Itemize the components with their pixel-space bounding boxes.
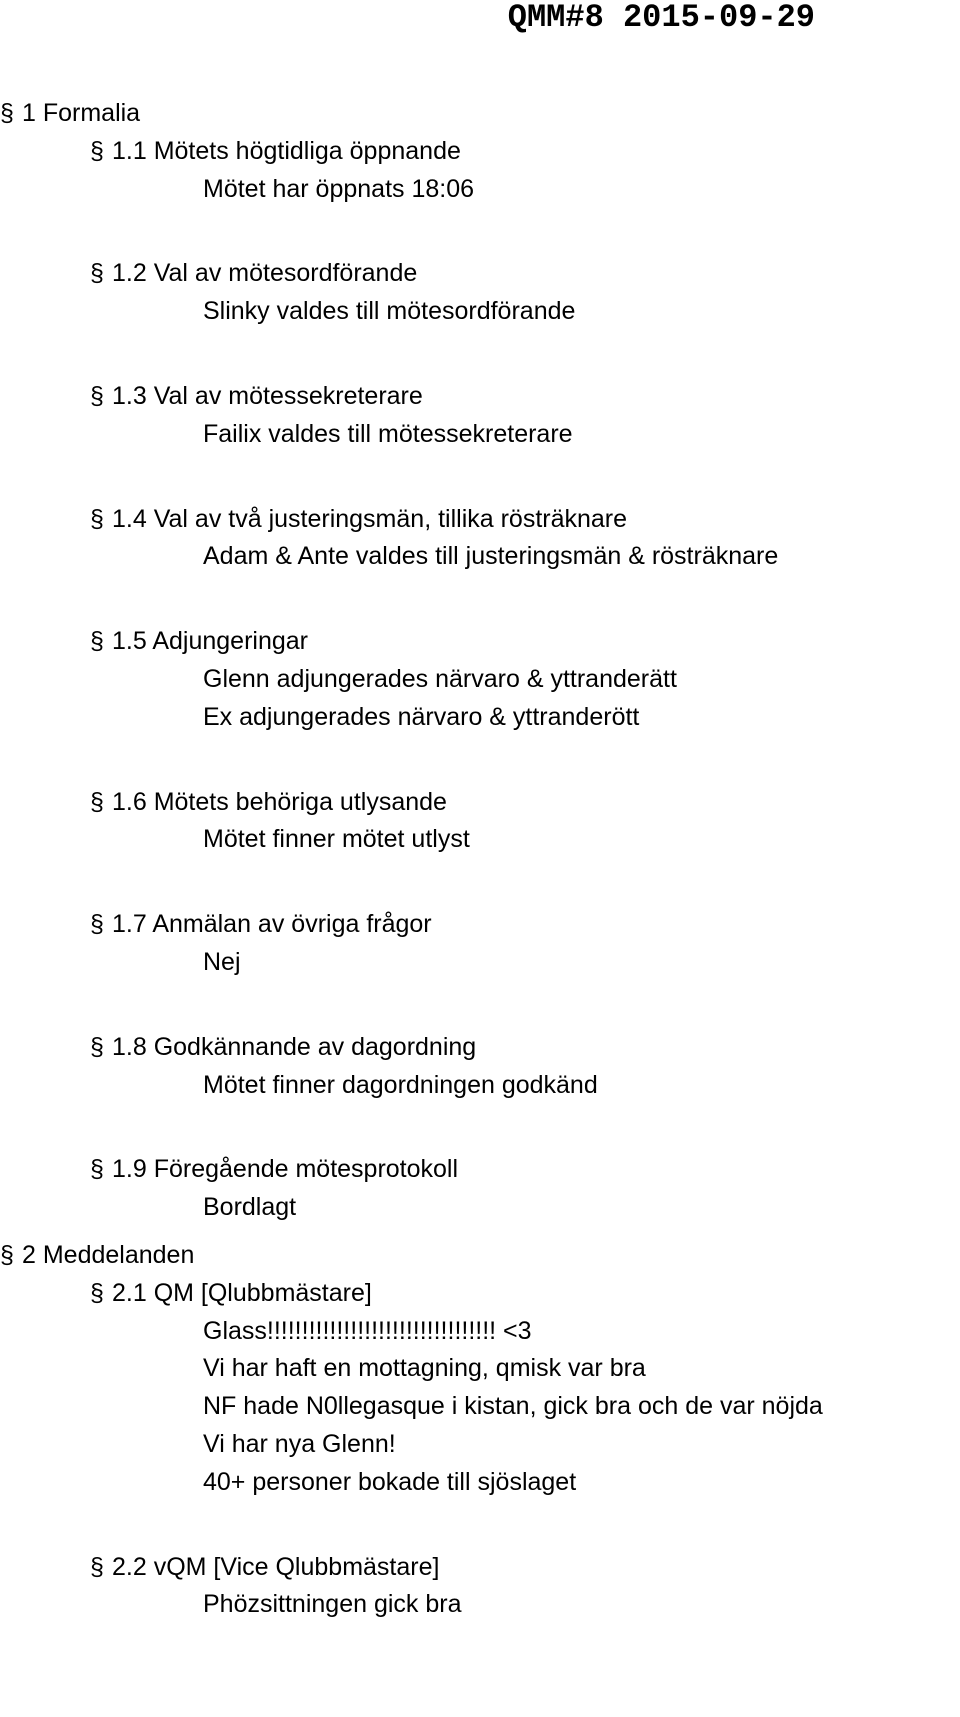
section-heading: § 2 Meddelanden [0, 1237, 960, 1275]
section-symbol: § [90, 136, 104, 165]
item-heading: § 1.6 Mötets behöriga utlysande [0, 784, 960, 822]
section-symbol: § [90, 627, 104, 656]
item-heading: § 1.8 Godkännande av dagordning [0, 1029, 960, 1067]
item-note: Bordlagt [203, 1193, 297, 1222]
item-heading: § 1.9 Föregående mötesprotokoll [0, 1151, 960, 1189]
item-note: Vi har nya Glenn! [203, 1429, 396, 1458]
item-heading: § 1.2 Val av mötesordförande [0, 255, 960, 293]
section-symbol: § [90, 259, 104, 288]
item-note: Phözsittningen gick bra [203, 1590, 462, 1619]
document-title: QMM#8 2015-09-29 [507, 0, 815, 36]
item-note: Adam & Ante valdes till justeringsmän & rösträknare [203, 542, 779, 571]
item-note: Glass!!!!!!!!!!!!!!!!!!!!!!!!!!!!!!!!! <3 [203, 1316, 532, 1345]
item-heading: § 1.1 Mötets högtidliga öppnande [0, 133, 960, 171]
section-symbol: § [90, 1155, 104, 1184]
item-note: Vi har haft en mottagning, qmisk var bra [203, 1354, 646, 1383]
item-heading: § 2.2 vQM [Vice Qlubbmästare] [0, 1549, 960, 1587]
item-heading: § 1.3 Val av mötessekreterare [0, 378, 960, 416]
item-note: Slinky valdes till mötesordförande [203, 297, 576, 326]
section-heading: § 1 Formalia [0, 95, 960, 133]
item-note: Mötet finner mötet utlyst [203, 825, 470, 854]
section-symbol: § [90, 910, 104, 939]
section-symbol: § [90, 1278, 104, 1307]
item-note: Nej [203, 947, 241, 976]
item-heading: § 1.4 Val av två justeringsmän, tillika rösträknare [0, 501, 960, 539]
item-note: Ex adjungerades närvaro & yttranderött [203, 702, 640, 731]
item-heading: § 1.5 Adjungeringar [0, 623, 960, 661]
item-heading: § 1.7 Anmälan av övriga frågor [0, 906, 960, 944]
section-symbol: § [90, 1552, 104, 1581]
section-symbol: § [0, 1240, 14, 1269]
item-note: NF hade N0llegasque i kistan, gick bra och de var nöjda [203, 1392, 823, 1421]
item-note: 40+ personer bokade till sjöslaget [203, 1467, 577, 1496]
item-note: Mötet finner dagordningen godkänd [203, 1070, 598, 1099]
section-symbol: § [0, 99, 14, 127]
minutes-body [0, 95, 960, 1624]
section-symbol: § [90, 787, 104, 816]
item-note: Glenn adjungerades närvaro & yttranderätt [203, 664, 677, 693]
item-note: Mötet har öppnats 18:06 [203, 174, 475, 203]
item-note: Failix valdes till mötessekreterare [203, 419, 573, 448]
section-symbol: § [90, 504, 104, 533]
item-heading: § 2.1 QM [Qlubbmästare] [0, 1275, 960, 1313]
section-symbol: § [90, 1032, 104, 1061]
section-symbol: § [90, 381, 104, 410]
